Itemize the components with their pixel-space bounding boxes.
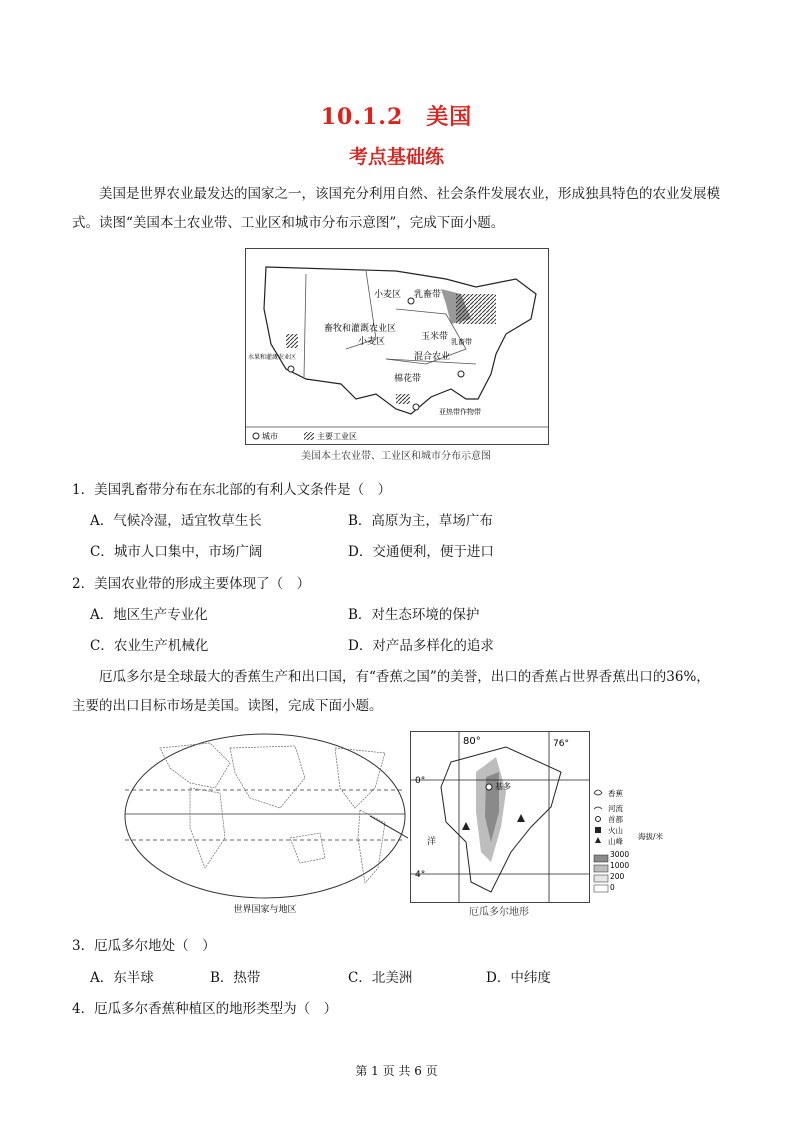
section-subtitle: 考点基础练 [348, 146, 444, 168]
peak-icon [595, 837, 601, 843]
question-1-stem: 1．美国乳畜带分布在东北部的有利人文条件是（ ） [72, 482, 392, 498]
q2-option-d[interactable]: D．对产品多样化的追求 [348, 638, 494, 654]
q1-option-d[interactable]: D．交通便利，便于进口 [348, 544, 494, 560]
ecuador-relief-map [410, 731, 590, 903]
elev-3000-swatch [594, 855, 608, 862]
intro-paragraph-2: 厄瓜多尔是全球最大的香蕉生产和出口国，有“香蕉之国”的美誉，出口的香蕉占世界香蕉出口的36%，主要的出口目标市场是美国。读图，完成下面小题。 [72, 669, 710, 714]
q1-option-a[interactable]: A．气候冷湿，适宜牧草生长 [90, 513, 262, 529]
city-marker [458, 371, 464, 377]
label-cotton: 棉花带 [394, 374, 422, 384]
city-marker [413, 404, 419, 410]
legend-elev-1000: 1000 [610, 861, 630, 870]
label-corn: 玉米带 [421, 332, 449, 342]
page-title: 10.1.2 美国 [320, 104, 473, 130]
elev-1000-swatch [594, 865, 608, 872]
label-wheat-south: 小麦区 [358, 337, 386, 347]
page-footer: 第 1 页 共 6 页 [355, 1064, 438, 1078]
usa-map-svg [246, 249, 548, 444]
q3-option-c[interactable]: C．北美洲 [348, 970, 413, 986]
capital-label: 基多 [495, 782, 511, 791]
world-map [120, 728, 410, 918]
legend-elev-3000: 3000 [610, 850, 630, 859]
label-dairy: 乳畜带 [414, 290, 442, 300]
banana-icon [594, 790, 602, 795]
q2-option-c[interactable]: C．农业生产机械化 [90, 638, 209, 654]
q3-option-a[interactable]: A．东半球 [90, 970, 154, 986]
world-map-svg [120, 728, 410, 918]
question-4-stem: 4．厄瓜多尔香蕉种植区的地形类型为（ ） [72, 1001, 338, 1017]
industry-zone-south [396, 394, 410, 404]
lon-80-label: 80° [463, 736, 481, 747]
legend-banana: 香蕉 [608, 789, 623, 798]
volcano-icon [595, 827, 601, 833]
lat-0-label: 0° [415, 776, 426, 786]
label-fruit: 水果和灌溉农业区 [248, 354, 297, 361]
q1-option-b[interactable]: B．高原为主，草场广布 [348, 513, 493, 529]
legend-peak: 山峰 [608, 837, 623, 846]
label-wheat-north: 小麦区 [374, 290, 402, 300]
map1-caption: 美国本土农业带、工业区和城市分布示意图 [301, 451, 491, 462]
ecuador-map-svg [411, 732, 589, 902]
intro-paragraph-1: 美国是世界农业最发达的国家之一，该国充分利用自然、社会条件发展农业，形成独具特色的农业发展模式。读图“美国本土农业带、工业区和城市分布示意图”，完成下面小题。 [72, 186, 720, 231]
industry-zone-northeast [456, 294, 496, 324]
question-2-stem: 2．美国农业带的形成主要体现了（ ） [72, 576, 311, 592]
ocean-label: 洋 [427, 837, 437, 847]
label-subtropical: 亚热带作物带 [439, 408, 481, 416]
legend-elev-0: 0 [610, 883, 615, 892]
river-icon [594, 807, 602, 809]
q2-option-a[interactable]: A．地区生产专业化 [90, 607, 208, 623]
legend-city-icon [253, 433, 259, 439]
elev-0-swatch [594, 885, 608, 892]
legend-industry-icon [304, 432, 314, 440]
legend-river: 河流 [608, 804, 623, 813]
ecuador-legend-svg [592, 787, 712, 902]
world-map-caption: 世界国家与地区 [233, 905, 297, 915]
legend-industry-label: 主要工业区 [317, 432, 357, 441]
usa-agriculture-map [245, 248, 549, 445]
q1-option-c[interactable]: C．城市人口集中，市场广阔 [90, 544, 263, 560]
lon-76-label: 76° [553, 739, 569, 749]
legend-capital: 首都 [608, 815, 623, 824]
elev-200-swatch [594, 875, 608, 882]
legend-elevation-title: 海拔/米 [638, 832, 664, 841]
capital-icon [596, 817, 601, 822]
industry-zone-west [286, 334, 298, 348]
legend-volcano: 火山 [608, 826, 623, 835]
label-mixed: 混合农业 [414, 352, 451, 362]
q3-option-d[interactable]: D．中纬度 [486, 970, 551, 986]
capital-marker [486, 784, 492, 790]
label-dairy-east: 乳畜带 [451, 338, 472, 346]
lat-4-label: 4° [415, 870, 426, 880]
city-marker [288, 366, 294, 372]
legend-elev-200: 200 [610, 872, 625, 881]
label-ranching: 畜牧和灌溉农业区 [324, 324, 397, 334]
question-3-stem: 3．厄瓜多尔地处（ ） [72, 938, 216, 954]
q2-option-b[interactable]: B．对生态环境的保护 [348, 607, 480, 623]
ecuador-legend [592, 787, 712, 902]
legend-city-label: 城市 [262, 432, 278, 441]
q3-option-b[interactable]: B．热带 [210, 970, 261, 986]
ecuador-map-caption: 厄瓜多尔地形 [469, 907, 529, 918]
